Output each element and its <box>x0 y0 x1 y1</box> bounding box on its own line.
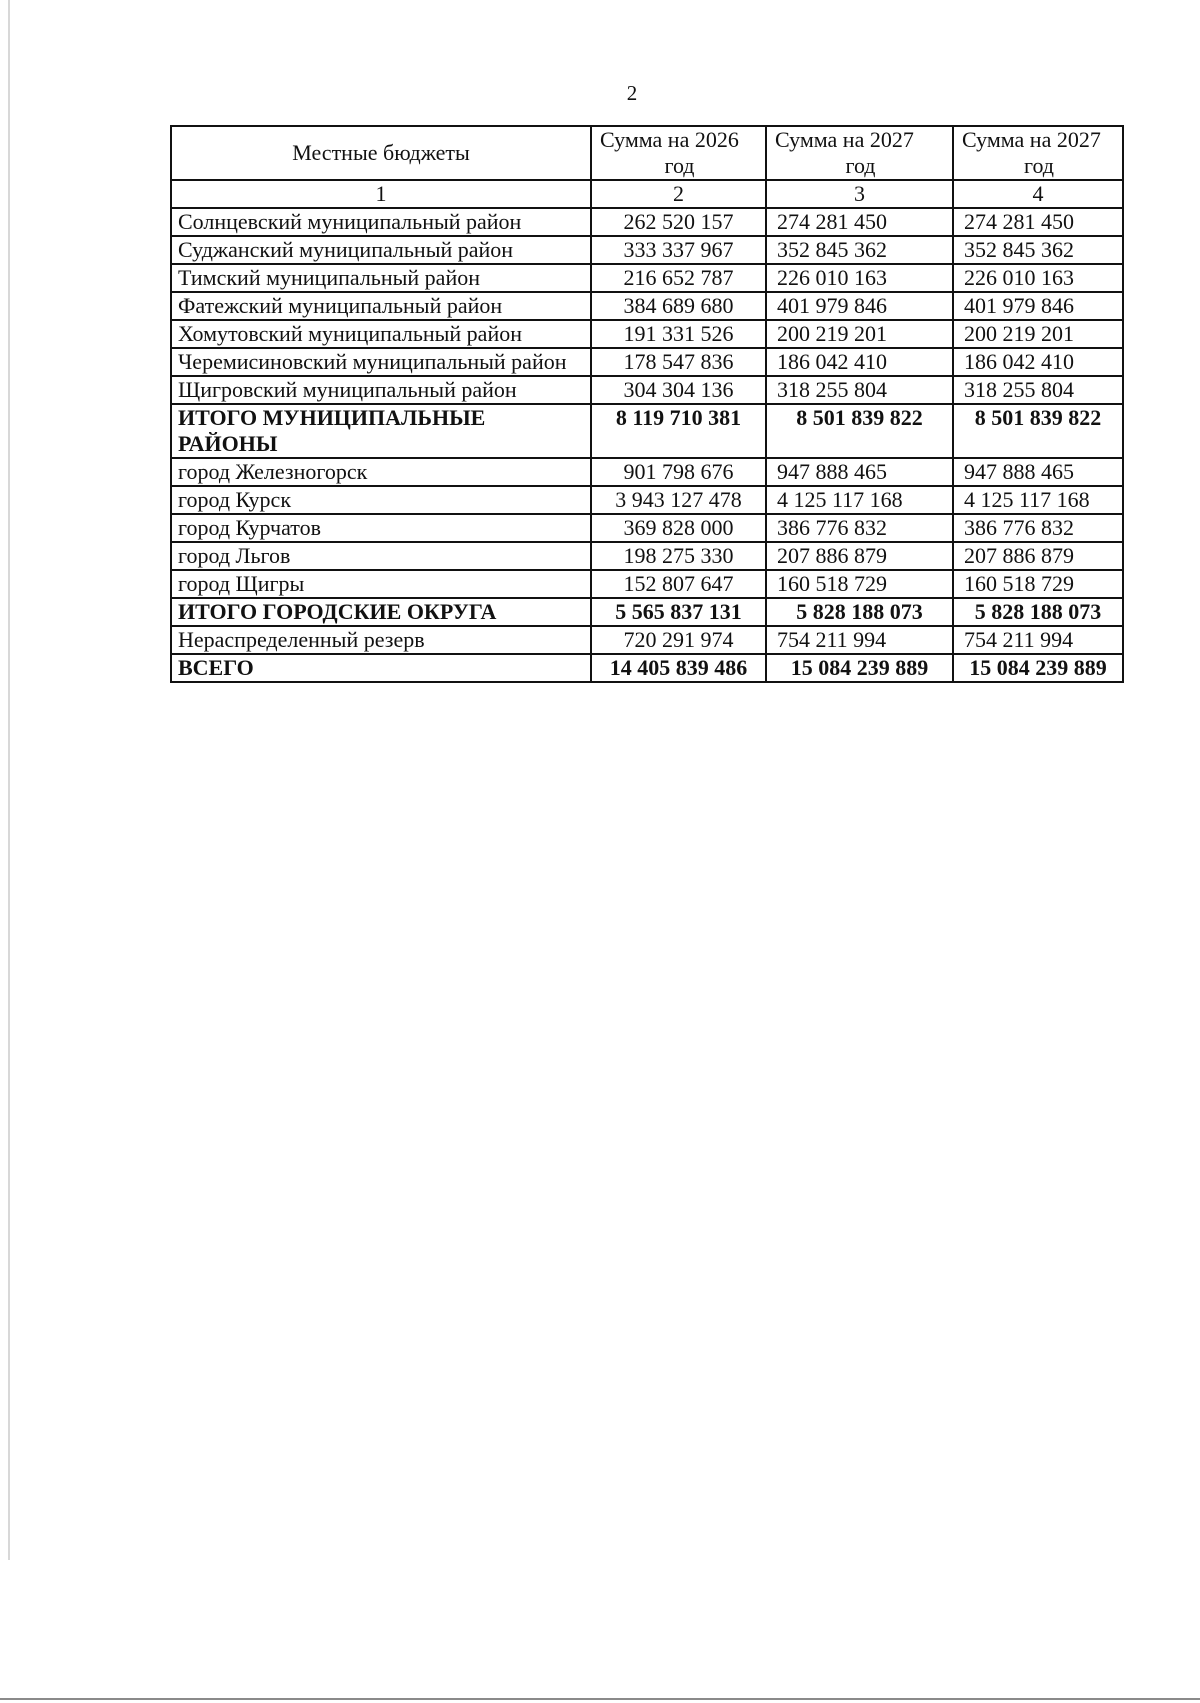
header-sum-2027-a: Сумма на 2027 год <box>766 126 953 180</box>
value-2027-a: 4 125 117 168 <box>766 486 953 514</box>
row-name: Черемисиновский муниципальный район <box>171 348 591 376</box>
value-2027-b: 226 010 163 <box>953 264 1123 292</box>
scan-edge-line <box>8 0 10 1560</box>
value-2026: 216 652 787 <box>591 264 766 292</box>
table-row <box>171 292 1123 320</box>
value-2027-a: 15 084 239 889 <box>766 654 953 682</box>
table-total-row <box>171 598 1123 626</box>
scan-bottom-line <box>0 1698 1200 1700</box>
value-2027-b: 754 211 994 <box>953 626 1123 654</box>
row-name: Тимский муниципальный район <box>171 264 591 292</box>
value-2027-a: 226 010 163 <box>766 264 953 292</box>
row-name: ВСЕГО <box>171 654 591 682</box>
row-name: Фатежский муниципальный район <box>171 292 591 320</box>
value-2026: 14 405 839 486 <box>591 654 766 682</box>
value-2026: 262 520 157 <box>591 208 766 236</box>
table-row <box>171 236 1123 264</box>
column-number: 1 <box>171 180 591 208</box>
value-2026: 901 798 676 <box>591 458 766 486</box>
value-2027-a: 274 281 450 <box>766 208 953 236</box>
row-name: город Железногорск <box>171 458 591 486</box>
value-2027-b: 274 281 450 <box>953 208 1123 236</box>
row-name: Солнцевский муниципальный район <box>171 208 591 236</box>
value-2027-a: 947 888 465 <box>766 458 953 486</box>
table-total-row <box>171 404 1123 458</box>
table-row <box>171 348 1123 376</box>
table-header-row <box>171 126 1123 180</box>
value-2026: 720 291 974 <box>591 626 766 654</box>
table-row <box>171 486 1123 514</box>
value-2027-b: 352 845 362 <box>953 236 1123 264</box>
row-name: город Курск <box>171 486 591 514</box>
row-name: ИТОГО МУНИЦИПАЛЬНЫЕ РАЙОНЫ <box>171 404 591 458</box>
value-2027-b: 160 518 729 <box>953 570 1123 598</box>
value-2027-b: 4 125 117 168 <box>953 486 1123 514</box>
value-2026: 5 565 837 131 <box>591 598 766 626</box>
value-2027-b: 401 979 846 <box>953 292 1123 320</box>
value-2027-a: 386 776 832 <box>766 514 953 542</box>
value-2026: 178 547 836 <box>591 348 766 376</box>
row-name: город Льгов <box>171 542 591 570</box>
value-2026: 3 943 127 478 <box>591 486 766 514</box>
table-row <box>171 626 1123 654</box>
value-2026: 304 304 136 <box>591 376 766 404</box>
row-name: ИТОГО ГОРОДСКИЕ ОКРУГА <box>171 598 591 626</box>
header-sum-2027-b: Сумма на 2027 год <box>953 126 1123 180</box>
value-2027-a: 186 042 410 <box>766 348 953 376</box>
value-2027-a: 401 979 846 <box>766 292 953 320</box>
table-row <box>171 458 1123 486</box>
value-2026: 333 337 967 <box>591 236 766 264</box>
column-number: 4 <box>953 180 1123 208</box>
value-2027-b: 200 219 201 <box>953 320 1123 348</box>
value-2027-a: 8 501 839 822 <box>766 404 953 458</box>
header-sum-2026: Сумма на 2026 год <box>591 126 766 180</box>
value-2026: 8 119 710 381 <box>591 404 766 458</box>
row-name: Щигровский муниципальный район <box>171 376 591 404</box>
table-row <box>171 570 1123 598</box>
value-2027-b: 947 888 465 <box>953 458 1123 486</box>
column-number: 2 <box>591 180 766 208</box>
value-2027-a: 5 828 188 073 <box>766 598 953 626</box>
table-row <box>171 376 1123 404</box>
row-name: Нераспределенный резерв <box>171 626 591 654</box>
column-number-row <box>171 180 1123 208</box>
value-2027-b: 318 255 804 <box>953 376 1123 404</box>
table-row <box>171 264 1123 292</box>
table-body <box>171 208 1123 682</box>
row-name: Суджанский муниципальный район <box>171 236 591 264</box>
value-2026: 198 275 330 <box>591 542 766 570</box>
value-2026: 384 689 680 <box>591 292 766 320</box>
value-2027-a: 200 219 201 <box>766 320 953 348</box>
table-row <box>171 208 1123 236</box>
value-2027-a: 318 255 804 <box>766 376 953 404</box>
value-2027-b: 186 042 410 <box>953 348 1123 376</box>
header-local-budgets: Местные бюджеты <box>171 126 591 180</box>
row-name: город Щигры <box>171 570 591 598</box>
budget-table <box>170 125 1124 683</box>
value-2027-a: 754 211 994 <box>766 626 953 654</box>
row-name: Хомутовский муниципальный район <box>171 320 591 348</box>
table-row <box>171 320 1123 348</box>
value-2027-b: 386 776 832 <box>953 514 1123 542</box>
value-2026: 369 828 000 <box>591 514 766 542</box>
table-total-row <box>171 654 1123 682</box>
value-2026: 152 807 647 <box>591 570 766 598</box>
value-2027-a: 160 518 729 <box>766 570 953 598</box>
value-2027-b: 8 501 839 822 <box>953 404 1123 458</box>
value-2027-a: 352 845 362 <box>766 236 953 264</box>
column-number: 3 <box>766 180 953 208</box>
table-row <box>171 542 1123 570</box>
value-2027-b: 5 828 188 073 <box>953 598 1123 626</box>
row-name: город Курчатов <box>171 514 591 542</box>
value-2027-b: 207 886 879 <box>953 542 1123 570</box>
value-2026: 191 331 526 <box>591 320 766 348</box>
page-number: 2 <box>626 81 638 105</box>
value-2027-b: 15 084 239 889 <box>953 654 1123 682</box>
value-2027-a: 207 886 879 <box>766 542 953 570</box>
table-row <box>171 514 1123 542</box>
